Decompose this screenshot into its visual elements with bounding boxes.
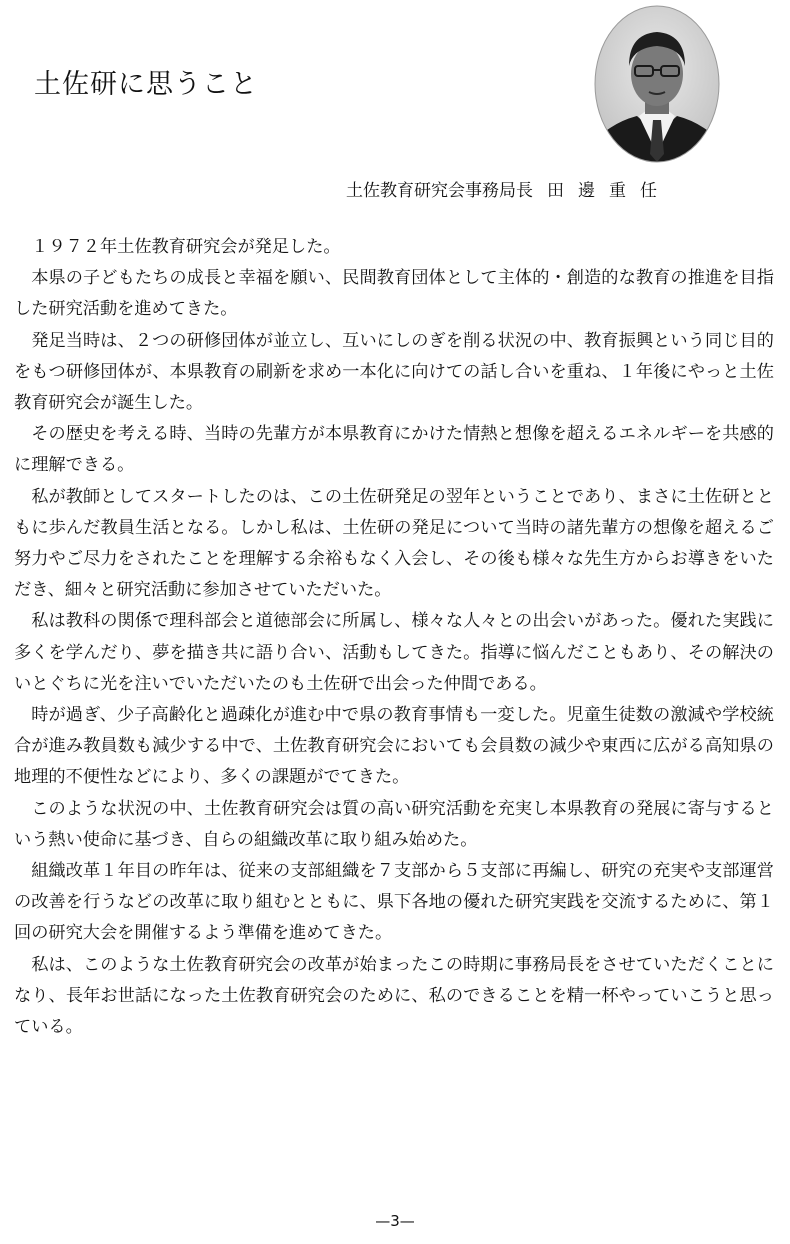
- paragraph: 私は、このような土佐教育研究会の改革が始まったこの時期に事務局長をさせていただくことになり、長年お世話になった土佐教育研究会のために、私のできることを精一杯やっていこうと思っている。: [14, 954, 774, 1038]
- article-body: [14, 232, 774, 1043]
- paragraph: 私は教科の関係で理科部会と道徳部会に所属し、様々な人々との出会いがあった。優れた実践に多くを学んだり、夢を描き共に語り合い、活動もしてきた。指導に悩んだこともあり、その解決のいとぐちに光を注いでいただいたのも土佐研で出会った仲間である。: [14, 611, 774, 694]
- paragraph: 時が過ぎ、少子高齢化と過疎化が進む中で県の教育事情も一変した。児童生徒数の激減や学校統合が進み教員数も減少する中で、土佐教育研究会においても会員数の減少や東西に広がる高知県の地理的不便性などにより、多くの課題がでてきた。: [14, 705, 774, 788]
- paragraph: 私が教師としてスタートしたのは、この土佐研発足の翌年ということであり、まさに土佐研とともに歩んだ教員生活となる。しかし私は、土佐研の発足について当時の諸先輩方の想像を超えるご努力やご尽力をされたことを理解する余裕もなく入会し、その後も様々な先生方からお導きをいただき、細々と研究活動に参加させていただいた。: [14, 486, 774, 601]
- author-line: [346, 176, 671, 201]
- paragraph: このような状況の中、土佐教育研究会は質の高い研究活動を充実し本県教育の発展に寄与するという熱い使命に基づき、自らの組織改革に取り組み始めた。: [14, 798, 774, 850]
- author-name: 田邊重任: [547, 181, 671, 201]
- paragraph: 本県の子どもたちの成長と幸福を願い、民間教育団体として主体的・創造的な教育の推進を目指した研究活動を進めてきた。: [14, 268, 774, 320]
- paragraph: １９７２年土佐教育研究会が発足した。: [31, 237, 341, 257]
- author-portrait-photo: [593, 4, 721, 164]
- paragraph: 組織改革１年目の昨年は、従来の支部組織を７支部から５支部に再編し、研究の充実や支部運営の改善を行うなどの改革に取り組むとともに、県下各地の優れた研究実践を交流するために、第１回の研究大会を開催するよう準備を進めてきた。: [14, 861, 774, 944]
- page-number: —3—: [375, 1212, 415, 1230]
- paragraph: その歴史を考える時、当時の先輩方が本県教育にかけた情熱と想像を超えるエネルギーを共感的に理解できる。: [14, 424, 774, 476]
- author-position: 土佐教育研究会事務局長: [346, 181, 533, 201]
- article-title: 土佐研に思うこと: [34, 69, 258, 100]
- paragraph: 発足当時は、２つの研修団体が並立し、互いにしのぎを削る状況の中、教育振興という同じ目的をもつ研修団体が、本県教育の刷新を求め一本化に向けての話し合いを重ね、１年後にやっと土佐教育研究会が誕生した。: [14, 330, 774, 414]
